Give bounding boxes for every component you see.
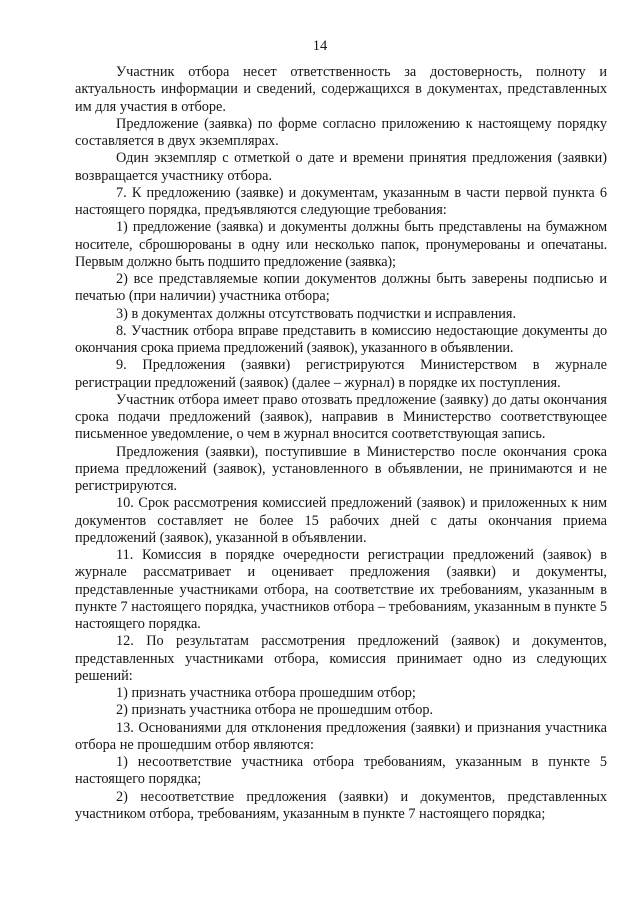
paragraph-returned-copy: Один экземпляр с отметкой о дате и времени принятия предложения (заявки) возвращается участнику отбора. <box>75 150 607 184</box>
paragraph-item-10: 10. Срок рассмотрения комиссией предложений (заявок) и приложенных к ним документов составляет не более 15 рабочих дней с даты окончания приема предложений (заявок), указанной в объявлении. <box>75 495 607 546</box>
paragraph-item-7-3: 3) в документах должны отсутствовать подчистки и исправления. <box>116 305 517 322</box>
paragraph-item-12: 12. По результатам рассмотрения предложений (заявок) и документов, представленных участниками отбора, комиссия принимает одно из следующих решений: <box>75 633 607 684</box>
paragraph-withdrawal: Участник отбора имеет право отозвать предложение (заявку) до даты окончания срока подачи предложений (заявок), направив в Министерство соответствующее письменное уведомление, о чем в журнал вносится соответствующая запись. <box>75 391 607 443</box>
paragraph-item-8: 8. Участник отбора вправе представить в комиссию недостающие документы до окончания срока приема предложений (заявок), указанного в объявлении. <box>75 322 607 356</box>
paragraph-late-submissions: Предложения (заявки), поступившие в Министерство после окончания срока приема предложений (заявок), установленного в объявлении, не принимаются и не регистрируются. <box>75 443 607 494</box>
paragraph-item-7-1: 1) предложение (заявка) и документы должны быть представлены на бумажном носителе, сброшюрованы в одну или несколько папок, пронумерованы и опечатаны. Первым должно быть подшито предложение (заявка); <box>75 219 607 270</box>
document-body <box>75 64 607 823</box>
page-number: 14 <box>312 38 328 54</box>
paragraph-item-11: 11. Комиссия в порядке очередности регистрации предложений (заявок) в журнале рассматривает и оценивает предложения (заявки) и документы, представленные участниками отбора, на соответствие их требованиям, указанным в пункте 7 настоящего порядка, участников отбора – требованиям, указанным в пункте 5 настоящего порядка. <box>75 547 607 632</box>
paragraph-responsibility: Участник отбора несет ответственность за достоверность, полноту и актуальность информации и сведений, содержащихся в документах, представленных им для участия в отборе. <box>75 64 607 115</box>
paragraph-copies: Предложение (заявка) по форме согласно приложению к настоящему порядку составляется в двух экземплярах. <box>75 115 607 149</box>
paragraph-item-12-1: 1) признать участника отбора прошедшим отбор; <box>116 685 416 701</box>
paragraph-item-12-2: 2) признать участника отбора не прошедшим отбор. <box>116 702 434 719</box>
paragraph-item-13-1: 1) несоответствие участника отбора требованиям, указанным в пункте 5 настоящего порядка; <box>75 754 607 788</box>
paragraph-item-7-2: 2) все представляемые копии документов должны быть заверены подписью и печатью (при наличии) участника отбора; <box>75 271 607 305</box>
paragraph-item-13-2: 2) несоответствие предложения (заявки) и документов, представленных участником отбора, требованиям, указанным в пункте 7 настоящего порядка; <box>75 788 607 822</box>
paragraph-item-9: 9. Предложения (заявки) регистрируются Министерством в журнале регистрации предложений (заявок) (далее – журнал) в порядке их поступления. <box>75 357 607 391</box>
paragraph-item-7: 7. К предложению (заявке) и документам, указанным в части первой пункта 6 настоящего порядка, предъявляются следующие требования: <box>75 184 607 218</box>
paragraph-item-13: 13. Основаниями для отклонения предложения (заявки) и признания участника отбора не прошедшим отбор являются: <box>75 719 607 753</box>
